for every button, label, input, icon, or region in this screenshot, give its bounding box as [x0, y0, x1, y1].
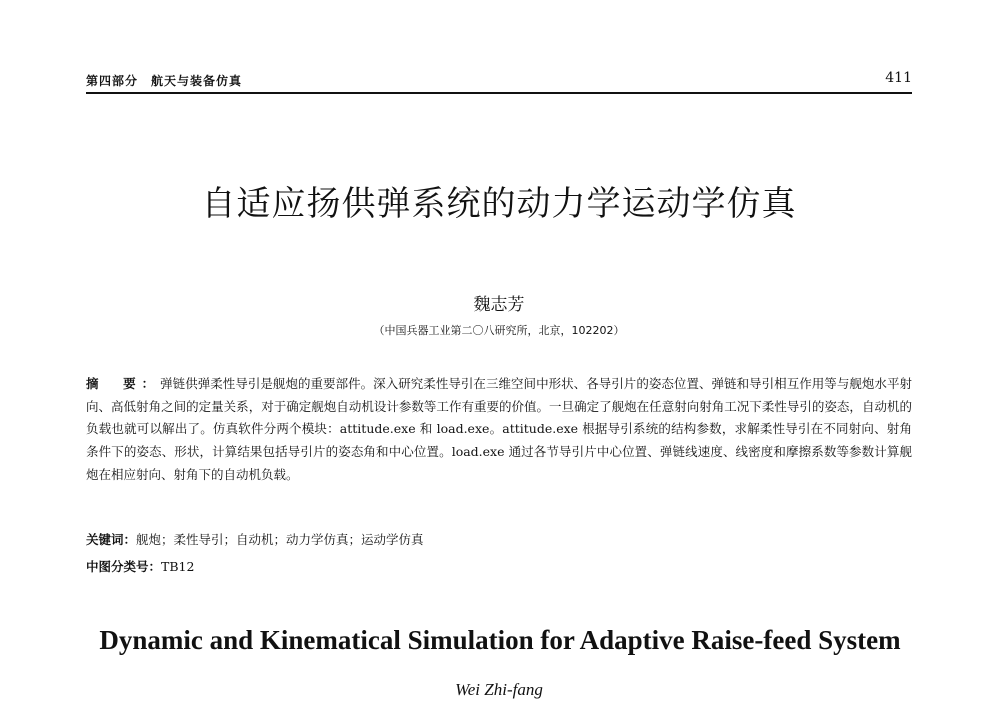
classification-text: TB12: [161, 559, 195, 574]
keywords-text: 舰炮；柔性导引；自动机；动力学仿真；运动学仿真: [136, 532, 424, 547]
section-title: 第四部分 航天与装备仿真: [86, 74, 243, 88]
keywords-line: [86, 530, 912, 550]
chinese-title: 自适应扬供弹系统的动力学运动学仿真: [201, 184, 797, 224]
classification-line: [86, 557, 912, 577]
english-title: Dynamic and Kinematical Simulation for Adaptive Raise-feed System: [99, 625, 901, 655]
page-number: 411: [885, 70, 912, 86]
abstract-paragraph: [86, 373, 912, 487]
english-author: Wei Zhi-fang: [455, 680, 543, 699]
running-header: [86, 66, 912, 94]
chinese-author: 魏志芳: [473, 295, 525, 315]
chinese-affiliation: （中国兵器工业第二〇八研究所，北京，102202）: [373, 324, 625, 337]
keywords-label: 关键词：: [86, 532, 137, 547]
abstract-text: 弹链供弹柔性导引是舰炮的重要部件。深入研究柔性导引在三维空间中形状、各导引片的姿态位置、弹链和导引相互作用等与舰炮水平射向、高低射角之间的定量关系，对于确定舰炮自动机设计参数等工作有重要的价值。一旦确定了舰炮在任意射向射角工况下柔性导引的姿态，自动机的负载也就可以解出了。仿真软件分两个模块：attitude.exe 和 load.exe。attitude.exe 根据导引系统的结构参数，求解柔性导引在不同射向、射角条件下的姿态、形状，计算结果包括导引片的姿态角和中心位置。load.exe 通过各节导引片中心位置、弹链线速度、线密度和摩擦系数等参数计算舰炮在相应射向、射角下的自动机负载。: [86, 376, 912, 482]
classification-label: 中图分类号：: [86, 559, 162, 574]
abstract-label: 摘 要：: [86, 376, 161, 391]
